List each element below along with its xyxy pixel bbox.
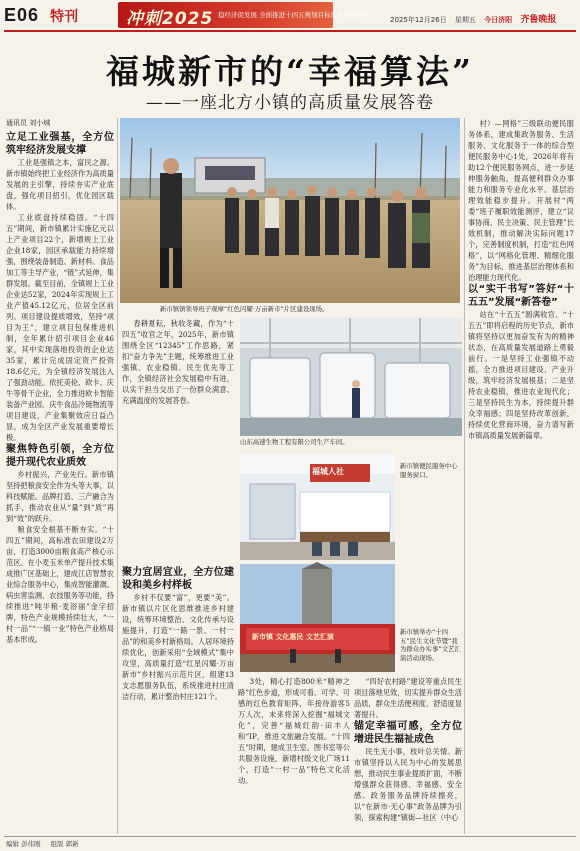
service-center-sign: 福城人社 [312,467,344,476]
photo-caption: 山东高速生物工程有限公司生产车间。 [240,438,349,446]
subheadline: ——一座北方小镇的高质量发展答卷 [146,93,434,113]
article-column-1 [6,118,114,834]
photo-officials-field [120,118,460,303]
byline: 通讯员 刘小城 [6,119,51,127]
paragraph: 工业是强镇之本，富民之源。新市镇始终把工业经济作为高质量发展的主引擎，持续夯实产业底盘，强化项目招引，优化园区载体。 [6,158,114,211]
footer-rule [4,836,576,837]
section-heading: 聚力宜居宜业，全方位建设和美乡村样板 [122,567,234,591]
edition-name: 今日济阳 [484,16,513,24]
page-number: E06 [4,5,40,25]
banner-subtitle: 稳经济促发展 全面推进十四五规划目标任务圆满收官 [218,11,370,19]
photo-factory [240,318,462,436]
banner-title: 冲刺2025 [126,9,214,29]
paragraph: 粮食安全根基不断夯实。“十四五”期间，高标准农田建设2万亩，打造3000亩粮食高产核心示范区。在小麦玉米单产提升技术集成推广区基础上，建成江店智慧农业综合服务中心，集成智能灌溉、病虫害监测、农技服务等功能，持续推进“吨半粮·麦浴丽”金字招牌，特色产业规模持续壮大，“一村一品”“一镇一业”特色产业格局基本形成。 [6,525,114,644]
paragraph: “四好农村路”建设等重点民生项目落地见效，切实提升群众生活品质，群众生活便利度、舒适度显著提升。 [354,677,462,719]
paragraph: 乡村振兴，产业先行。新市镇坚持把粮食安全作为头等大事，以科技赋能、品牌打造、三产融合为抓手，推动农业从“量”到“质”再到“效”的跃升。 [6,470,114,523]
page-header-left [4,5,114,29]
issue-date: 2025年12月26日 [390,16,447,24]
paragraph: 3处，精心打造800米“精神之路”红色步道，形成可看、可学、可感的红色教育矩阵，年接待游客5万人次，未来将深入挖掘“福城文化”，完善“福城红韵·田丰人和”IP，推进文旅融合发展。“十四五”时期，建成卫生室、图书室等公共服务设施，新增村级文化广场11个，打造“一村一品”特色文化活动。 [238,677,350,785]
officials-field-illustration [120,118,460,303]
section-heading: 以“实干书写”答好“十五五”发展“新答卷” [468,284,574,308]
article-column-3-left [238,676,350,834]
headline: 福城新市的“幸福算法” [106,52,474,91]
photo-caption: 新市镇镇领导班子观摩“红色闪耀·万亩新市”片区建设现场。 [160,305,329,313]
section-heading: 立足工业强基，全方位筑牢经济发展支撑 [6,132,114,156]
photo-stage-event [240,564,395,672]
stage-banner-text: 新市镇 文化惠民 文艺汇演 [252,633,334,641]
header-rule [4,30,576,32]
article-column-4 [468,118,574,834]
section-name: 特刊 [50,9,79,25]
photo-caption: 新市镇便民服务中心服务窗口。 [400,462,458,479]
section-banner [118,2,370,29]
paragraph: 工业底盘持续稳固。“十四五”期间，新市镇累计实施亿元以上产业项目22个，新增规上工业企业18家，园区承载能力持续增强，围绕装备制造、新材料、食品加工等主导产业，“链”式延伸，集群发展。截至目前，全镇规上工业企业达52家，2024年实现规上工业产值45.12亿元，位居全区前列。项目建设提质增效，坚持“项目为王”，建立项目包保推进机制，全年累计招引项目企业46家，其中实现落地投资的企业达35家，累计完成固定资产投资18.6亿元，为全镇经济发展注入了强劲动能。依托美伦、欧卡、庆牛等骨干企业，全力推进欧卡智能装备产业园、庆牛食品冷链物流等项目建设，产业集聚效应日益凸显，成为全区产业发展重要增长极。 [6,213,114,442]
article-column-3-right [354,676,462,834]
stage-event-illustration [240,564,395,672]
section-heading: 聚焦特色引领，全方位提升现代农业质效 [6,444,114,468]
editor-credit: 编辑 彭伟刚 [6,840,41,848]
column-divider [464,118,465,834]
article-column-2-top [122,318,234,566]
issue-weekday: 星期五 [454,16,476,24]
paragraph: 春耕夏耘，秋收冬藏，作为“十四五”收官之年，2025年，新市镇围绕全区“12345”工作思路，紧扣“奋力争先”主题，统筹推进工业强镇、农业稳镇、民生优先等工作，全镇经济社会发展稳中有进，以实干担当交出了一份群众满意、充满温度的发展答卷。 [122,319,234,405]
designer-credit: 组版 郭新 [50,840,79,848]
column-divider [117,118,118,834]
photo-service-center [240,454,395,560]
page-footer [6,839,87,848]
section-heading: 锚定幸福可感，全方位增进民生福祉成色 [354,721,462,745]
newspaper-logo: 齐鲁晚报 [520,15,557,25]
paragraph: 村）—网格”三级联动便民服务体系，建成集政务服务、生活服务、文化服务于一体的综合型便民服务中心1处，2026年将有助12个便民服务网点，进一步延伸服务触角，提高便利群众办事能力和服务专业化水平。基层治理效能稳步提升。开展村“两委”班子履职效能测评，建立“议事协商、民主决策、民主管理”长效机制，推动解决实际问题17个，完善制度机制，打造“红色网格”，以“网格化管理、精细化服务”为目标，推进基层治理体系和治理能力现代化。 [468,119,574,282]
photo-caption: 新市镇举办“十四五”民生文化节暨“我为群众办实事”文艺汇演活动现场。 [400,628,461,662]
page-header-right [390,12,562,25]
paragraph: 站在“十五五”圆满收官、“十五五”即将启程的历史节点，新市镇将坚持以更加奋发有为的精神状态，在高质量发展道路上勇毅前行。一是坚持工业强镇不动摇，全力推进项目建设、产业升级，筑牢经济发展根基；二是坚持农业稳镇，推进农业现代化；三是坚持民生为本，持续提升群众幸福感；四是坚持改革创新，持续优化营商环境，奋力谱写新市镇高质量发展新篇章。 [468,310,574,440]
article-column-2-bottom [122,566,234,834]
paragraph: 民生无小事，枝叶总关情。新市镇坚持以人民为中心的发展思想，推动民生事业提质扩面，不断增强群众获得感、幸福感、安全感。政务服务品牌持续擦亮，以“在新市·无心事”政务品牌为引领，探索构建“镇街—社区（中心 [354,747,462,822]
paragraph: 乡村不仅要“富”，更要“美”。新市镇以片区化思维推进乡村建设，统筹环境整治、文化传承与设施提升，打造“一路一景、一村一品”的和美乡村新格局。人居环境持续优化，创新采用“全域模式”集中攻坚，高质量打造“红星闪耀·万亩新市”乡村振兴示范片区，组建13支志愿服务队伍，系统推进村庄清洁行动，累计整治村庄121个。 [122,593,234,701]
factory-illustration [240,318,462,436]
